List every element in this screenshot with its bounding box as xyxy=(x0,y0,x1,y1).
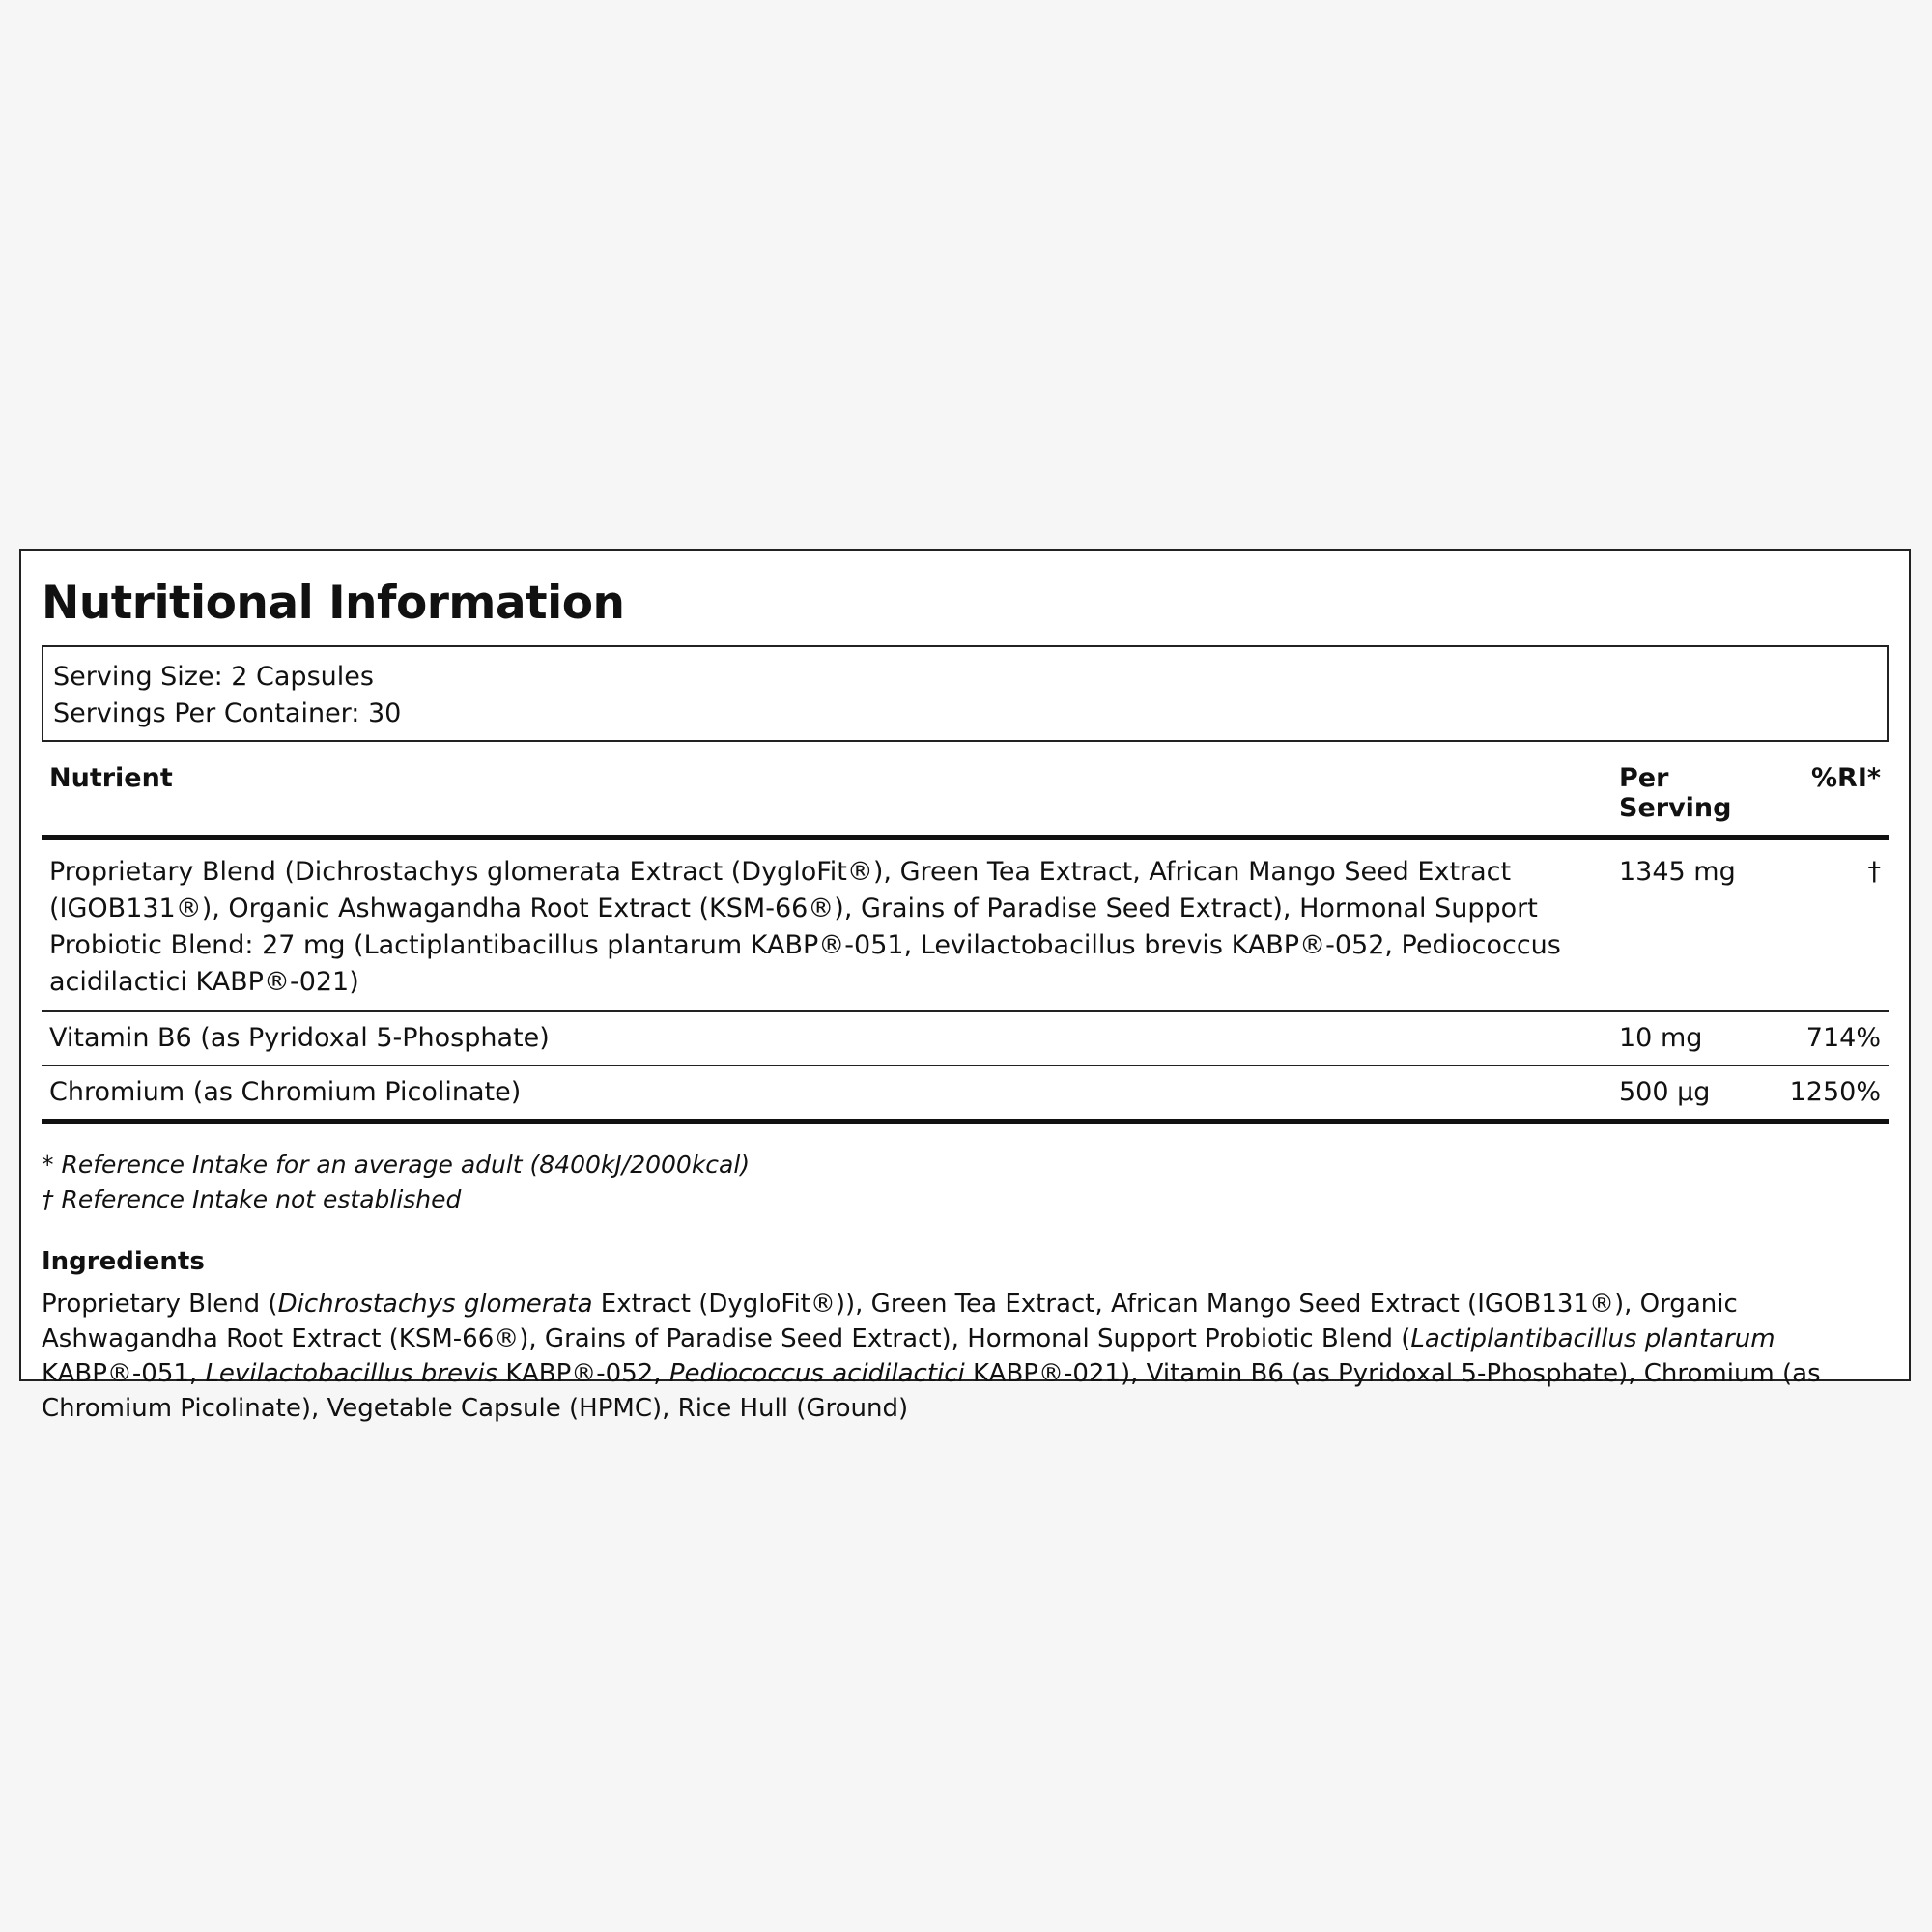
ingredients-title: Ingredients xyxy=(42,1247,205,1276)
ri-value: 1250% xyxy=(1780,1065,1889,1122)
per-serving-value: 500 µg xyxy=(1611,1065,1780,1122)
nutrient-table xyxy=(42,763,1889,1124)
ingredient-text-part: KABP®-051, xyxy=(42,1359,206,1388)
panel-title: Nutritional Information xyxy=(42,577,625,630)
ingredient-text-part: KABP®-052, xyxy=(497,1359,669,1388)
per-serving-value: 10 mg xyxy=(1611,1011,1780,1065)
ingredient-text-part: KABP®-021), Vitamin B6 (as Pyridoxal 5-Phosphate), Chromium (as Chromium Picolinate), Vegetable Capsule (HPMC), Rice Hull (Ground) xyxy=(42,1359,1821,1423)
nutrition-panel xyxy=(19,549,1911,1423)
footnote-reference-intake: * Reference Intake for an average adult (8400kJ/2000kcal) xyxy=(42,1151,751,1179)
ingredient-species-name: Lactiplantibacillus plantarum xyxy=(1410,1324,1776,1353)
table-row xyxy=(42,838,1889,1011)
header-nutrient: Nutrient xyxy=(42,763,1611,838)
table-row xyxy=(42,1011,1889,1065)
header-per-serving: Per Serving xyxy=(1611,763,1780,838)
ingredient-text-part: Extract (DygloFit®)), Green Tea Extract, African Mango Seed Extract (IGOB131®), Organic Ashwagandha Root Extract (KSM-66®), Grains of Paradise Seed Extract), Hormonal Support Probiotic Blend ( xyxy=(42,1290,1738,1353)
per-serving-value: 1345 mg xyxy=(1611,838,1780,1011)
nutrient-name: Vitamin B6 (as Pyridoxal 5-Phosphate) xyxy=(42,1011,1611,1065)
table-row xyxy=(42,1065,1889,1122)
nutrient-table-header xyxy=(42,763,1889,838)
ingredient-species-name: Dichrostachys glomerata xyxy=(277,1290,593,1319)
ingredient-species-name: Levilactobacillus brevis xyxy=(205,1359,498,1388)
footnotes xyxy=(42,1148,1889,1217)
ri-value: 714% xyxy=(1780,1011,1889,1065)
ingredient-species-name: Pediococcus acidilactici xyxy=(668,1359,965,1388)
ingredient-text-part: Proprietary Blend ( xyxy=(42,1290,278,1319)
ingredients-text xyxy=(42,1287,1889,1426)
footnote-not-established: † Reference Intake not established xyxy=(42,1185,462,1213)
serving-size: Serving Size: 2 Capsules xyxy=(53,662,374,692)
serving-info-box xyxy=(42,645,1889,742)
nutrient-name: Chromium (as Chromium Picolinate) xyxy=(42,1065,1611,1122)
header-ri: %RI* xyxy=(1780,763,1889,838)
servings-per-container: Servings Per Container: 30 xyxy=(53,698,402,728)
nutrient-name: Proprietary Blend (Dichrostachys glomerata Extract (DygloFit®), Green Tea Extract, African Mango Seed Extract (IGOB131®), Organic Ashwagandha Root Extract (KSM-66®), Grains of Paradise Seed Extract), Hormonal Support Probiotic Blend: 27 mg (Lactiplantibacillus plantarum KABP®-051, Levilactobacillus brevis KABP®-052, Pediococcus acidilactici KABP®-021) xyxy=(42,838,1611,1011)
ri-value: † xyxy=(1780,838,1889,1011)
